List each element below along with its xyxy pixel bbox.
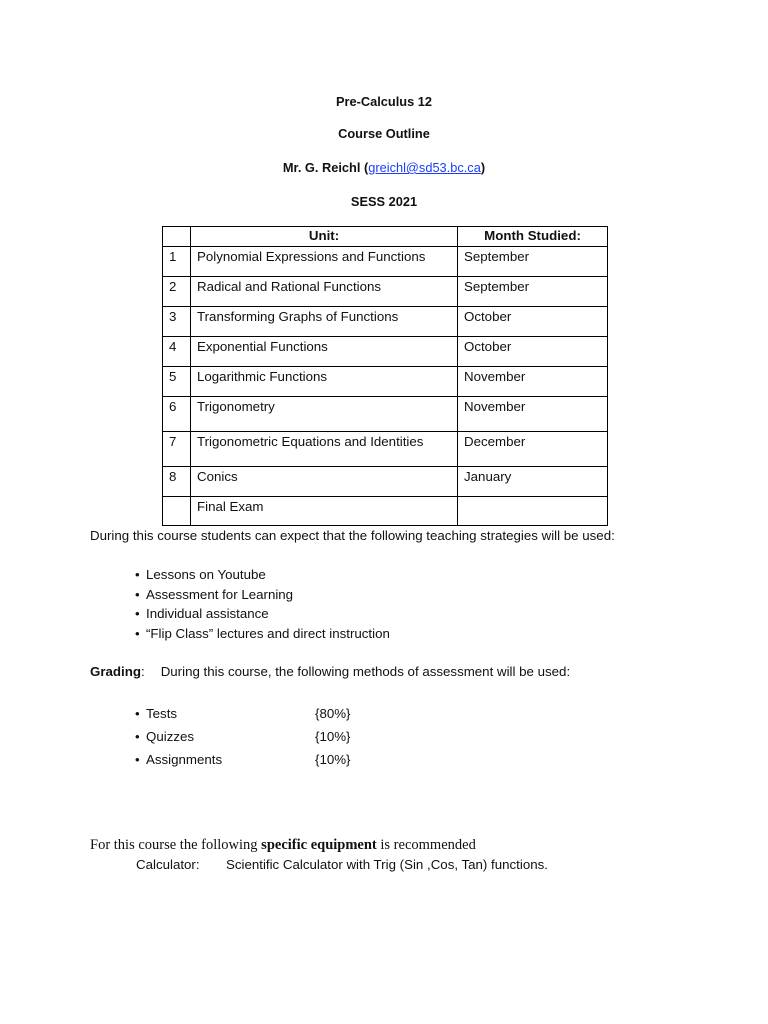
unit-month: September: [458, 247, 608, 277]
table-header-row: [163, 227, 608, 247]
table-row: [163, 307, 608, 337]
unit-number: 3: [163, 307, 191, 337]
unit-name: Polynomial Expressions and Functions: [191, 247, 458, 277]
strategy-label: Assessment for Learning: [146, 586, 294, 602]
list-item: [135, 725, 395, 748]
teacher-line: [0, 160, 768, 175]
unit-number: 8: [163, 467, 191, 497]
unit-name: Logarithmic Functions: [191, 367, 458, 397]
assessment-name: Quizzes: [146, 729, 195, 744]
unit-name: Exponential Functions: [191, 337, 458, 367]
list-item: [135, 748, 395, 771]
unit-name: Radical and Rational Functions: [191, 277, 458, 307]
unit-schedule-table: [162, 226, 608, 526]
equipment-post: is recommended: [376, 837, 476, 853]
bullet-icon: •: [135, 626, 140, 642]
assessment-weight: {10%}: [315, 729, 351, 744]
unit-number: [163, 497, 191, 526]
unit-name: Transforming Graphs of Functions: [191, 307, 458, 337]
table-row: [163, 467, 608, 497]
equipment-line: [90, 837, 476, 854]
unit-number: 6: [163, 397, 191, 432]
strategy-label: “Flip Class” lectures and direct instruction: [146, 626, 390, 642]
strategy-label: Individual assistance: [146, 606, 269, 622]
table-row: [163, 397, 608, 432]
teacher-name: Mr. G. Reichl (: [282, 160, 369, 175]
strategies-list: [135, 565, 390, 644]
bullet-icon: •: [135, 706, 140, 721]
course-title: Pre-Calculus 12: [335, 94, 433, 109]
teacher-suffix: ): [480, 160, 486, 175]
assessment-name: Tests: [146, 706, 178, 721]
grading-intro-line: [90, 664, 570, 679]
list-item: [135, 624, 390, 644]
table-row: [163, 247, 608, 277]
table-row: [163, 432, 608, 467]
unit-number: 1: [163, 247, 191, 277]
list-item: [135, 585, 390, 605]
grading-label: Grading: [90, 664, 141, 679]
assessment-weight: {80%}: [315, 706, 351, 721]
unit-number: 2: [163, 277, 191, 307]
unit-name: Final Exam: [191, 497, 458, 526]
table-row: [163, 367, 608, 397]
table-row: [163, 337, 608, 367]
unit-month: September: [458, 277, 608, 307]
assessment-name: Assignments: [146, 752, 223, 767]
unit-month: October: [458, 337, 608, 367]
calculator-description: Scientific Calculator with Trig (Sin ,Cos, Tan) functions.: [226, 857, 548, 872]
unit-name: Conics: [191, 467, 458, 497]
equipment-pre: For this course the following: [90, 837, 262, 853]
unit-month: December: [458, 432, 608, 467]
bullet-icon: •: [135, 567, 140, 582]
list-item: [135, 604, 390, 624]
unit-month: [458, 497, 608, 526]
list-item: [135, 565, 390, 585]
table-row: [163, 497, 608, 526]
grading-list: [135, 702, 395, 771]
unit-month: November: [458, 397, 608, 432]
unit-name: Trigonometry: [191, 397, 458, 432]
grading-intro: During this course, the following methods of assessment will be used:: [160, 664, 571, 679]
table-row: [163, 277, 608, 307]
header-number-cell: [163, 227, 191, 247]
strategies-intro: During this course students can expect that the following teaching strategies will be used:: [90, 528, 615, 543]
bullet-icon: •: [135, 729, 140, 744]
bullet-icon: •: [135, 606, 140, 622]
document-subtitle: Course Outline: [338, 126, 430, 141]
unit-number: 5: [163, 367, 191, 397]
list-item: [135, 702, 395, 725]
equipment-bold: specific equipment: [261, 837, 377, 853]
header-month-cell: Month Studied:: [458, 227, 608, 247]
unit-month: January: [458, 467, 608, 497]
unit-number: 4: [163, 337, 191, 367]
grading-colon: :: [140, 664, 145, 679]
calculator-label: Calculator:: [136, 857, 200, 872]
bullet-icon: •: [135, 752, 140, 767]
unit-month: October: [458, 307, 608, 337]
unit-month: November: [458, 367, 608, 397]
bullet-icon: •: [135, 586, 140, 602]
header-unit-cell: Unit:: [191, 227, 458, 247]
teacher-email-link[interactable]: greichl@sd53.bc.ca: [368, 160, 481, 175]
term-label: SESS 2021: [350, 194, 418, 209]
assessment-weight: {10%}: [315, 752, 351, 767]
strategy-label: Lessons on Youtube: [146, 567, 266, 582]
unit-name: Trigonometric Equations and Identities: [191, 432, 458, 467]
unit-number: 7: [163, 432, 191, 467]
